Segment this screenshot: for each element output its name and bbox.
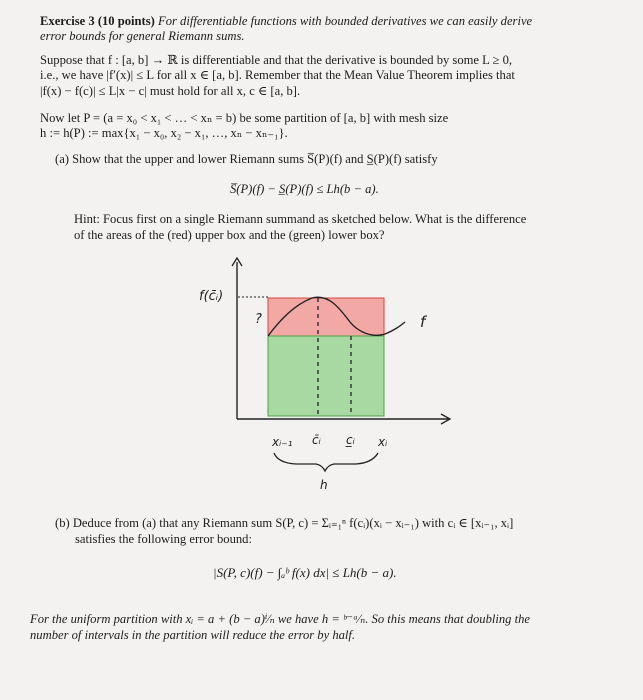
part-a-hint-2: of the areas of the (red) upper box and the (green) lower box?: [74, 228, 385, 242]
part-b-formula: |S(P, c)(f) − ∫ₐᵇ f(x) dx| ≤ Lh(b − a).: [213, 565, 397, 580]
exercise-title: Exercise 3 (10 points): [40, 14, 155, 28]
intro-line-5: h := h(P) := max{x₁ − x₀, x₂ − x₁, …, xₙ − xₙ₋₁}.: [40, 126, 288, 140]
exercise-subtitle-cont: error bounds for general Riemann sums.: [40, 29, 245, 43]
part-a-hint-text-1: Hint: Focus first on a single Riemann summand as sketched below. What is the difference: [74, 212, 527, 226]
intro-line-1: Suppose that f : [a, b] → ℝ is differentiable and that the derivative is bounded by some L ≥ 0,: [40, 53, 513, 67]
x-label-c-bar: c̄ᵢ: [312, 433, 321, 447]
x-label-left: xᵢ₋₁: [272, 435, 293, 449]
h-brace: [274, 453, 378, 471]
upper-box: [268, 298, 384, 336]
x-label-c-under: c̲ᵢ: [346, 433, 355, 447]
part-b-line-1: (b) Deduce from (a) that any Riemann sum S(P, c) = Σᵢ₌₁ⁿ f(cᵢ)(xᵢ − xᵢ₋₁) with cᵢ ∈ [xᵢ₋₁, xᵢ]: [55, 516, 514, 530]
closing-line-2: number of intervals in the partition will reduce the error by half.: [30, 628, 356, 642]
question-mark: ?: [255, 312, 262, 327]
h-label: h: [320, 478, 328, 492]
intro-line-4: Now let P = (a = x₀ < x₁ < … < xₙ = b) be some partition of [a, b] with mesh size: [40, 111, 449, 125]
curve-label-f: f: [420, 313, 426, 331]
intro-line-2: i.e., we have |f′(x)| ≤ L for all x ∈ [a, b]. Remember that the Mean Value Theorem implies that: [40, 68, 515, 82]
intro-line-3: |f(x) − f(c)| ≤ L|x − c| must hold for all x, c ∈ [a, b].: [40, 84, 301, 98]
exercise-subtitle: For differentiable functions with bounded derivatives we can easily derive: [158, 14, 533, 28]
closing-line-1: For the uniform partition with xᵢ = a + (b − a)ⁱ⁄ₙ we have h = ᵇ⁻ᵃ⁄ₙ. So this means that doubling the: [30, 612, 530, 626]
part-b-line-2: satisfies the following error bound:: [75, 532, 252, 546]
lower-box: [268, 336, 384, 416]
part-a-formula: S̅(P)(f) − S̲(P)(f) ≤ Lh(b − a).: [230, 182, 379, 196]
x-label-right: xᵢ: [378, 435, 388, 449]
f-of-c-label: f(c̄ᵢ): [199, 289, 224, 304]
part-a-text: (a) Show that the upper and lower Riemann sums S̅(P)(f) and S̲(P)(f) satisfy: [55, 152, 438, 166]
